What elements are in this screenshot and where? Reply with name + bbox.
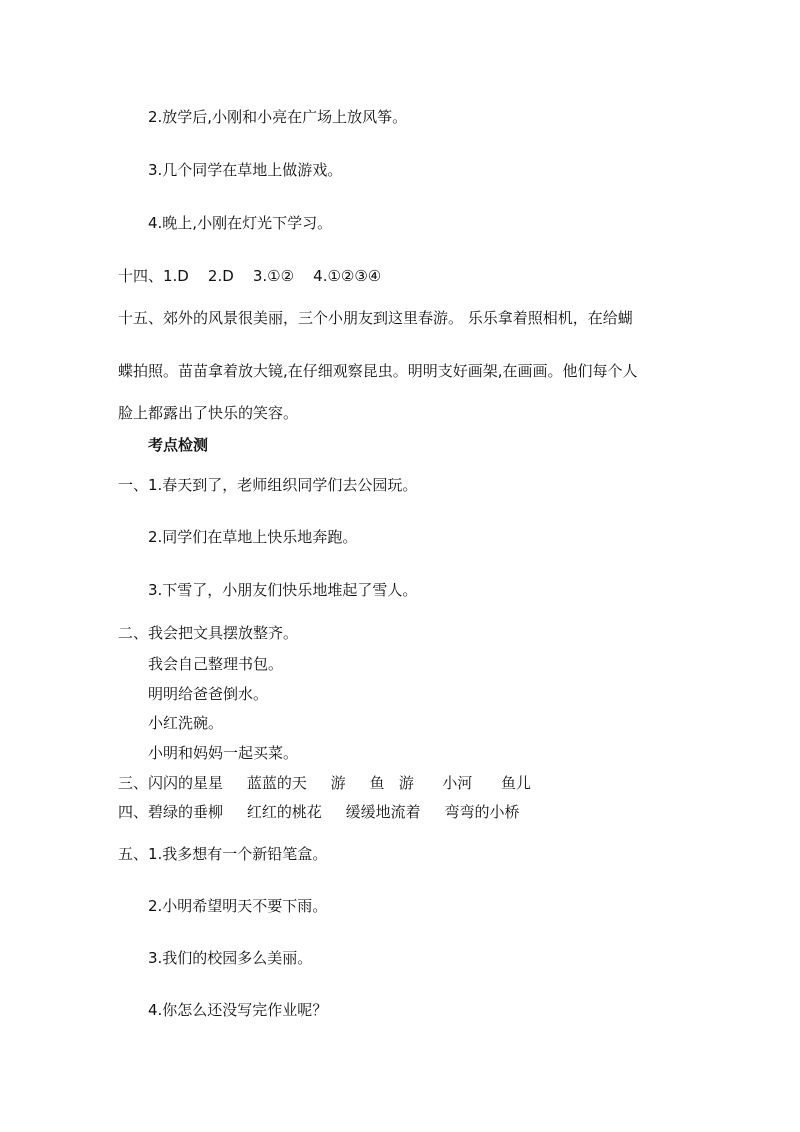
answer-line-4-studying: 4.晚上,小刚在灯光下学习。 (148, 214, 333, 232)
section-5-answer-3: 3.我们的校园多么美丽。 (148, 949, 313, 967)
answer-line-3-playing-games: 3.几个同学在草地上做游戏。 (148, 161, 343, 179)
section-2-answer-4: 小红洗碗。 (148, 714, 224, 732)
section-5-answer-2: 2.小明希望明天不要下雨。 (148, 897, 328, 915)
section-2-answer-3: 明明给爸爸倒水。 (148, 685, 269, 703)
section-15-paragraph-line-2: 蝶拍照。苗苗拿着放大镜,在仔细观察昆虫。明明支好画架,在画画。他们每个人 (118, 362, 638, 380)
section-15-paragraph-line-1: 十五、郊外的风景很美丽，三个小朋友到这里春游。 乐乐拿着照相机，在给蝴 (118, 309, 633, 327)
section-15-paragraph-line-3: 脸上都露出了快乐的笑容。 (118, 404, 299, 422)
section-1-answer-1: 一、1.春天到了，老师组织同学们去公园玩。 (118, 476, 418, 494)
section-heading-kaodian-jiance: 考点检测 (148, 436, 209, 454)
answer-line-2-flying-kites: 2.放学后,小刚和小亮在广场上放风筝。 (148, 108, 408, 126)
section-3-answers: 三、闪闪的星星 蓝蓝的天 游 鱼 游 小河 鱼儿 (118, 774, 532, 792)
section-2-answer-2: 我会自己整理书包。 (148, 655, 284, 673)
section-5-answer-1: 五、1.我多想有一个新铅笔盒。 (118, 845, 328, 863)
section-2-answer-1: 二、我会把文具摆放整齐。 (118, 624, 299, 642)
section-2-answer-5: 小明和妈妈一起买菜。 (148, 744, 299, 762)
section-5-answer-4: 4.你怎么还没写完作业呢？ (148, 1001, 328, 1019)
section-1-answer-2: 2.同学们在草地上快乐地奔跑。 (148, 528, 358, 546)
section-4-answers: 四、碧绿的垂柳 红红的桃花 缓缓地流着 弯弯的小桥 (118, 803, 520, 821)
section-1-answer-3: 3.下雪了，小朋友们快乐地堆起了雪人。 (148, 581, 418, 599)
section-14-answers: 十四、1.D 2.D 3.①② 4.①②③④ (118, 267, 382, 285)
